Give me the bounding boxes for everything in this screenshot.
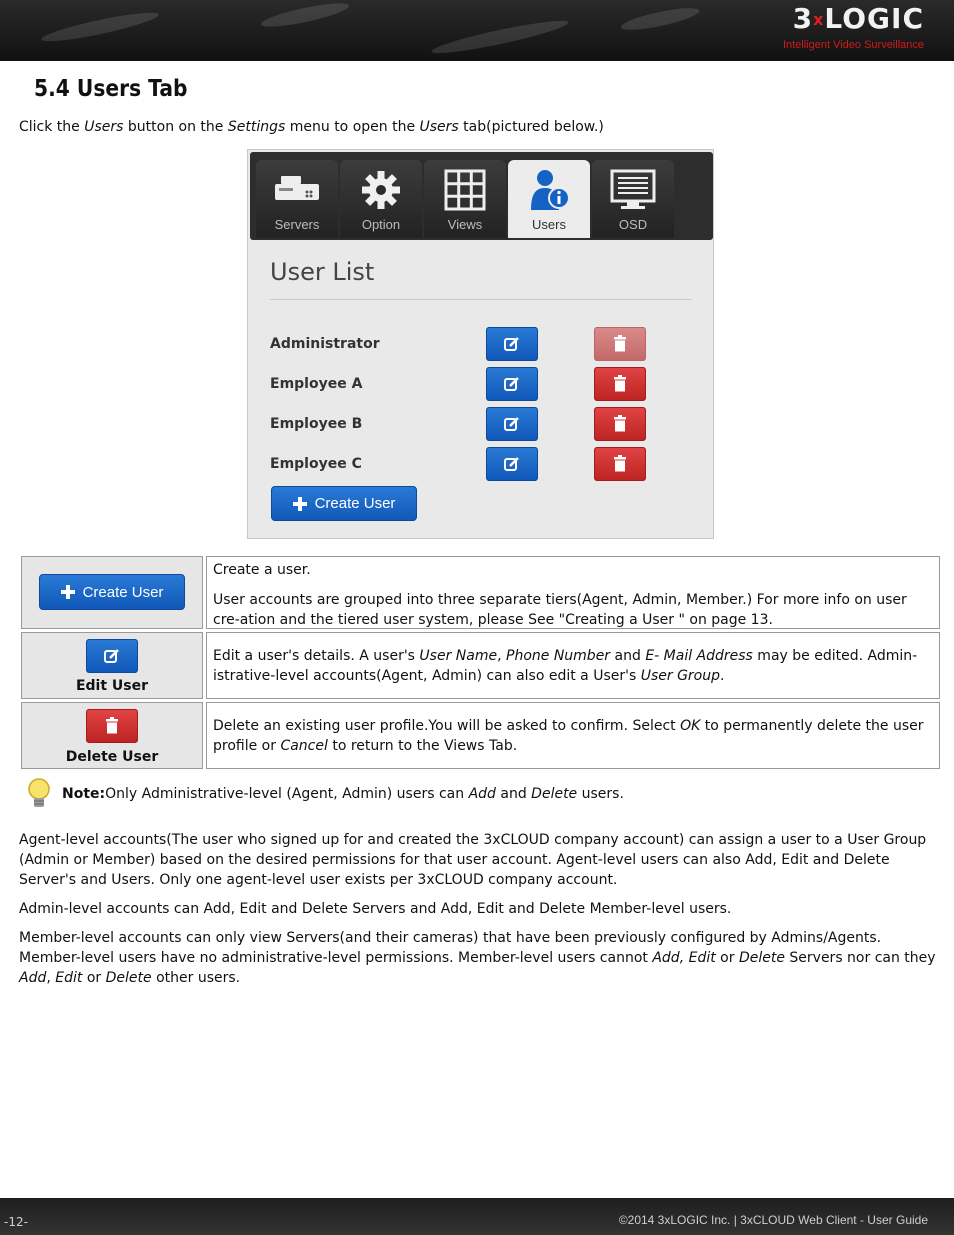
create-user-button[interactable]: Create User	[271, 486, 417, 521]
edit-icon	[503, 455, 521, 473]
delete-user-button[interactable]	[594, 327, 646, 361]
delete-user-description: Delete an existing user profile.You will be asked to confirm. Select OK to permanently delete the user profile or Cancel to return to the Views Tab.	[206, 702, 940, 769]
delete-user-button[interactable]	[594, 407, 646, 441]
intro-paragraph: Click the Users button on the Settings menu to open the Users tab(pictured below.)	[19, 119, 604, 135]
settings-tab-bar	[250, 152, 713, 240]
create-user-cell	[21, 556, 203, 629]
decor-streak	[40, 8, 160, 47]
delete-user-button[interactable]	[86, 709, 138, 743]
edit-user-cell	[21, 632, 203, 699]
tab-osd[interactable]: OSD	[592, 160, 674, 238]
tab-option[interactable]: Option	[340, 160, 422, 238]
delete-user-cell	[21, 702, 203, 769]
note: Note:Only Administrative-level (Agent, Admin) users can Add and Delete users.	[62, 786, 624, 802]
delete-user-caption: Delete User	[65, 749, 159, 765]
edit-icon	[103, 647, 121, 665]
delete-user-button[interactable]	[594, 447, 646, 481]
user-list-title: User List	[270, 258, 375, 286]
admin-paragraph: Admin-level accounts can Add, Edit and Delete Servers and Add, Edit and Delete Member-level users.	[19, 901, 732, 917]
decor-streak	[619, 4, 700, 34]
gear-icon	[357, 168, 405, 212]
decor-streak	[430, 16, 570, 59]
page-footer	[0, 1198, 954, 1235]
logo-tagline: Intelligent Video Surveillance	[782, 39, 924, 51]
user-info-icon	[525, 168, 573, 212]
monitor-icon	[609, 168, 657, 212]
edit-user-button[interactable]	[486, 447, 538, 481]
company-logo: 3xLOGIC Intelligent Video Surveillance	[782, 2, 924, 51]
user-name: Administrator	[270, 336, 380, 352]
edit-user-button[interactable]	[486, 407, 538, 441]
trash-icon	[612, 375, 628, 393]
agent-paragraph: Agent-level accounts(The user who signed up for and created the 3xCLOUD company account) can assign a user to a User Group (Admin or Member) based on the desired permissions for that user account. Agent-level users can also Add, Edit and Delete Server's and Users. Only one agent-level user exists per 3xCLOUD company account.	[19, 832, 927, 888]
edit-icon	[503, 335, 521, 353]
edit-user-button[interactable]	[86, 639, 138, 673]
user-name: Employee B	[270, 416, 363, 432]
edit-user-description: Edit a user's details. A user's User Name, Phone Number and E- Mail Address may be edited. Admin-istrative-level accounts(Agent, Admin) can also edit a User's User Group.	[206, 632, 940, 699]
tab-views[interactable]: Views	[424, 160, 506, 238]
edit-user-button[interactable]	[486, 367, 538, 401]
lightbulb-icon	[24, 777, 54, 811]
trash-icon	[612, 455, 628, 473]
plus-icon	[61, 585, 75, 599]
create-user-button[interactable]: Create User	[39, 574, 185, 610]
header-banner	[0, 0, 954, 61]
copyright: ©2014 3xLOGIC Inc. | 3xCLOUD Web Client - User Guide	[618, 1213, 928, 1227]
user-name: Employee A	[270, 376, 363, 392]
users-tab-screenshot	[247, 149, 714, 539]
server-icon	[273, 168, 321, 212]
section-title: 5.4 Users Tab	[34, 76, 188, 102]
decor-streak	[260, 0, 351, 31]
page-number: -12-	[4, 1215, 28, 1229]
edit-icon	[503, 375, 521, 393]
tab-servers[interactable]: Servers	[256, 160, 338, 238]
plus-icon	[293, 497, 307, 511]
delete-user-button[interactable]	[594, 367, 646, 401]
edit-user-button[interactable]	[486, 327, 538, 361]
trash-icon	[612, 415, 628, 433]
edit-icon	[503, 415, 521, 433]
divider	[270, 299, 692, 300]
edit-user-caption: Edit User	[75, 678, 149, 694]
trash-icon	[104, 717, 120, 735]
tab-users[interactable]: Users	[508, 160, 590, 238]
trash-icon	[612, 335, 628, 353]
grid-icon	[441, 168, 489, 212]
create-user-description: Create a user. User accounts are grouped into three separate tiers(Agent, Admin, Member.) For more info on user cre-ation and the tiered user system, please See "Creating a User " on page 13.	[206, 556, 940, 629]
user-name: Employee C	[270, 456, 362, 472]
member-paragraph: Member-level accounts can only view Servers(and their cameras) that have been previously configured by Admins/Agents. Member-level users have no administrative-level permissions. Member-level users cannot Add, Edit or Delete Servers nor can they Add, Edit or Delete other users.	[19, 930, 936, 986]
